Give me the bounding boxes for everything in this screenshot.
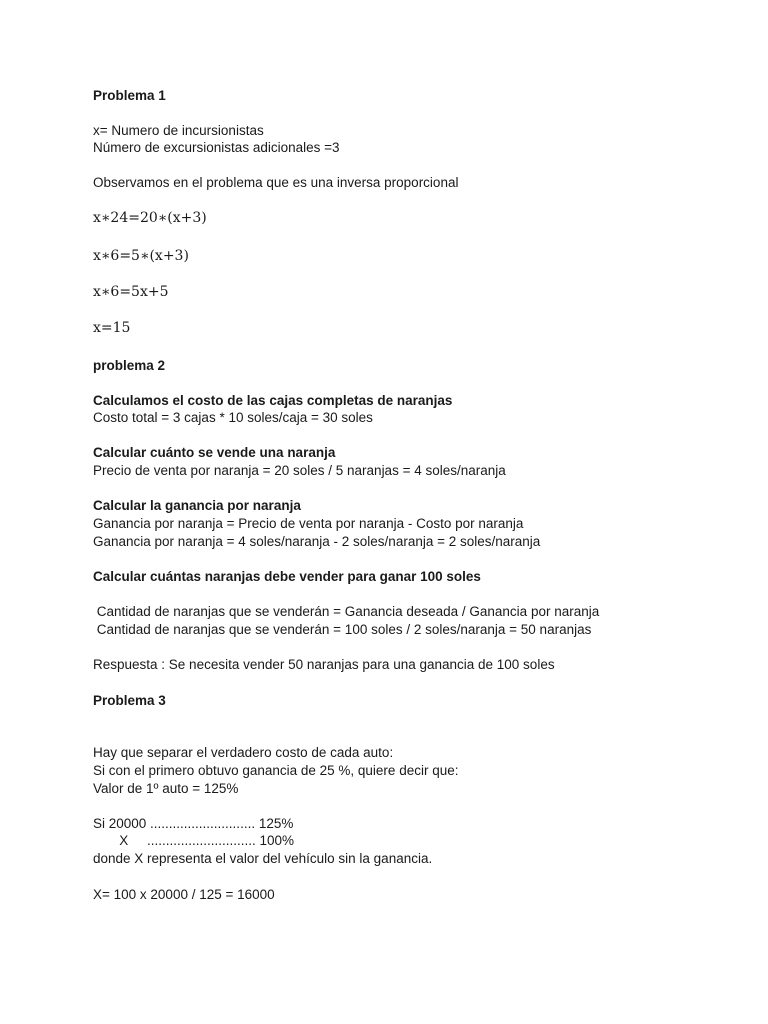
equation-2: x∗6=5∗(x+3)	[93, 248, 189, 264]
text-line: Valor de 1º auto = 125%	[93, 781, 239, 796]
result-line: X= 100 x 20000 / 125 = 16000	[93, 887, 275, 902]
definition-line: x= Numero de incursionistas	[93, 123, 264, 138]
text-line: Costo total = 3 cajas * 10 soles/caja = 30 soles	[93, 410, 373, 425]
section-title: Calcular cuánto se vende una naranja	[93, 445, 336, 460]
text-line: Si con el primero obtuvo ganancia de 25 %, quiere decir que:	[93, 763, 459, 778]
equation-3: x∗6=5x+5	[93, 284, 169, 300]
text-line: donde X representa el valor del vehículo sin la ganancia.	[93, 851, 433, 866]
section-title: Calcular la ganancia por naranja	[93, 498, 301, 513]
problem-3-heading: Problema 3	[93, 693, 166, 708]
text-line: Precio de venta por naranja = 20 soles / 5 naranjas = 4 soles/naranja	[93, 463, 506, 478]
text-line: Hay que separar el verdadero costo de cada auto:	[93, 745, 394, 760]
problem-1-heading: Problema 1	[93, 88, 166, 103]
text-line: Si 20000 ............................ 125%	[93, 816, 294, 831]
text-line: Ganancia por naranja = 4 soles/naranja - 2 soles/naranja = 2 soles/naranja	[93, 534, 541, 549]
observation-line: Observamos en el problema que es una inversa proporcional	[93, 175, 459, 190]
text-line: Cantidad de naranjas que se venderán = Ganancia deseada / Ganancia por naranja	[93, 604, 600, 619]
additional-line: Número de excursionistas adicionales =3	[93, 140, 340, 155]
section-title: Calculamos el costo de las cajas completas de naranjas	[93, 393, 453, 408]
section-title: Calcular cuántas naranjas debe vender para ganar 100 soles	[93, 569, 481, 584]
text-line: Ganancia por naranja = Precio de venta por naranja - Costo por naranja	[93, 516, 524, 531]
equation-1: x∗24=20∗(x+3)	[93, 210, 207, 226]
problem-2-heading: problema 2	[93, 358, 166, 373]
text-line: X ............................. 100%	[93, 833, 295, 848]
equation-4: x=15	[93, 320, 131, 336]
answer-line: Respuesta : Se necesita vender 50 naranjas para una ganancia de 100 soles	[93, 657, 555, 672]
text-line: Cantidad de naranjas que se venderán = 100 soles / 2 soles/naranja = 50 naranjas	[93, 622, 592, 637]
